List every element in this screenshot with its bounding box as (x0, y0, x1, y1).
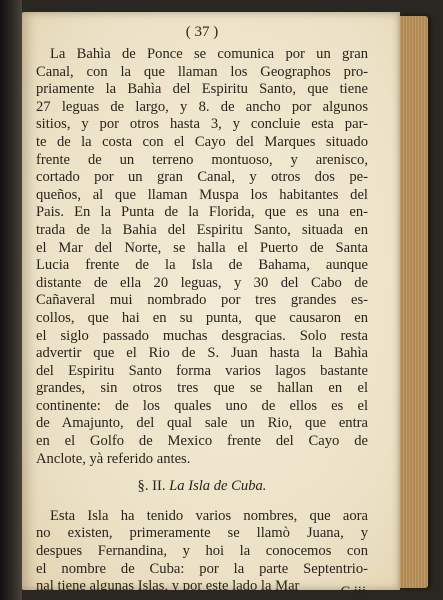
text-line: de Amajunto, del qual sale un Rio, que entra (36, 415, 368, 432)
text-line: del Espiritu Santo forma varios lagos bastante (36, 362, 368, 379)
text-line: collos, que hai en su punta, que causaron en (36, 309, 368, 326)
text-line: frente de un terreno montuoso, y arenisco, (36, 151, 368, 168)
text-line: te de la costa con el Cayo del Marques situado (36, 133, 368, 150)
text-line: priamente la Bahìa del Espiritu Santo, que tiene (36, 81, 368, 98)
section-title: La Isla de Cuba. (169, 478, 267, 495)
text-line: Esta Isla ha tenido varios nombres, que aora (50, 507, 368, 524)
binding-shadow (0, 0, 22, 600)
paragraph-isla-de-cuba (36, 508, 368, 596)
text-line: Anclote, yà referido antes. (36, 450, 191, 467)
text-line: el Mar del Norte, se halla el Puerto de Santa (36, 239, 368, 256)
text-line: no existen, primeramente se llamò Juana, y (36, 525, 368, 542)
text-line: advertir que el Rio de S. Juan hasta la Bahìa (36, 345, 368, 362)
text-line: distante de ella 20 leguas, y 30 del Cabo de (36, 274, 368, 291)
text-line: continente: de los quales uno de ellos es el (36, 397, 368, 414)
text-line: Cañaveral mui nombrado por tres grandes es- (36, 292, 368, 309)
text-line: La Bahìa de Ponce se comunica por un gran (50, 46, 368, 62)
text-line: despues Fernandina, y hoi la conocemos con (36, 543, 368, 560)
text-line: Canal, con la que llaman los Geographos pro- (36, 63, 368, 80)
page-number: ( 37 ) (185, 24, 219, 40)
section-number: §. II. (137, 478, 166, 495)
text-line: grandes, sin otros tres que se hallan en el (36, 380, 368, 397)
text-line: queños, al que llaman Muspa los habitantes del (36, 186, 368, 203)
text-line: Lucia frente de la Isla de Bahama, aunque (36, 257, 368, 274)
text-line: Pais. En la Punta de la Florida, que es una en- (36, 204, 368, 221)
text-line: el nombre de Cuba: por la parte Septentrio- (36, 560, 368, 577)
paragraph-bahia-de-ponce (36, 46, 368, 468)
page-content (36, 24, 368, 600)
text-line: 27 leguas de largo, y 8. de ancho por algunos (36, 98, 368, 115)
text-line: trada de la Bahia del Espiritu Santo, situada en (36, 221, 368, 238)
text-line: en el Golfo de Mexico frente del Cayo de (36, 433, 368, 450)
text-line: el siglo passado muchas desgracias. Solo resta (36, 327, 368, 344)
text-line: nal tiene algunas Islas, y por este lado la Mar (36, 578, 300, 595)
section-heading (36, 478, 368, 496)
text-line: sitios, y por otros hasta 3, y concluie esta par- (36, 116, 368, 133)
text-line: cortado por un gran Canal, y otros dos pe- (36, 169, 368, 186)
page-fore-edge (400, 16, 428, 588)
signature-mark: C iij (340, 584, 366, 600)
